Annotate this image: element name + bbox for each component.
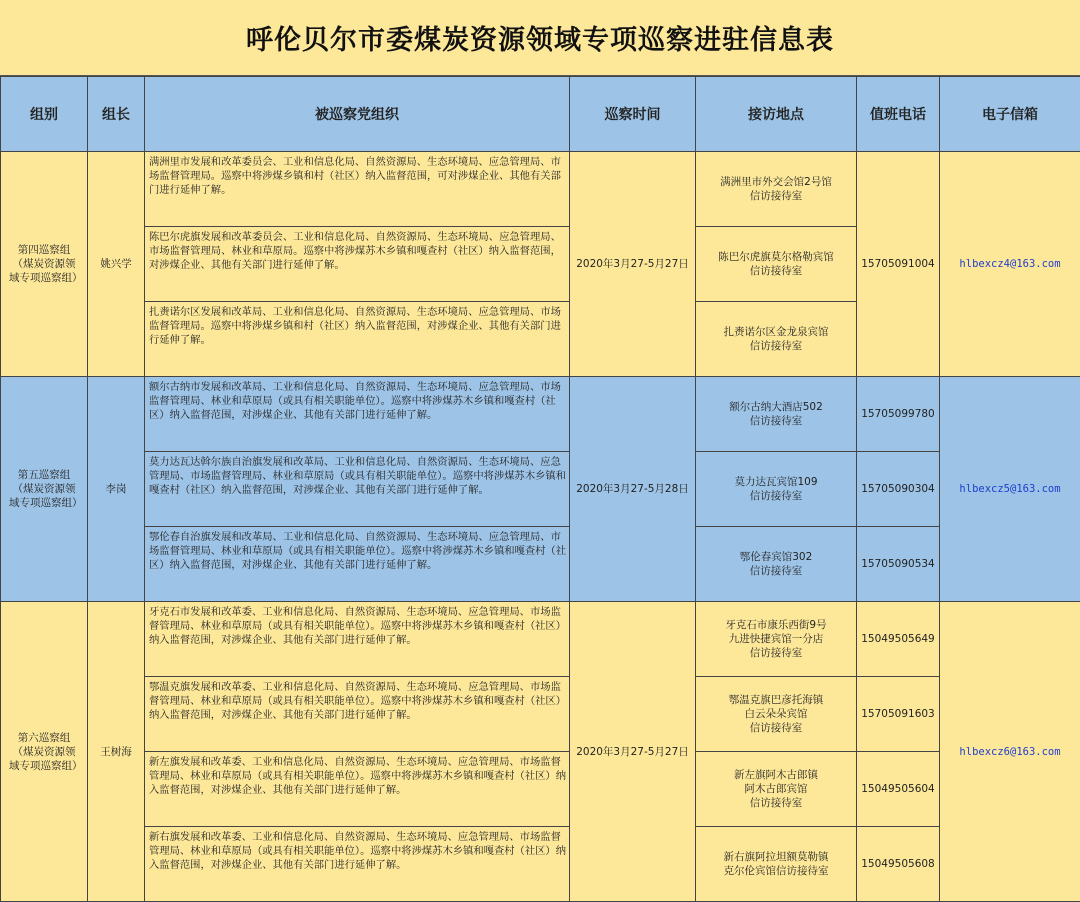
header-org: 被巡察党组织 [145,77,570,152]
header-location: 接访地点 [696,77,857,152]
org-cell: 陈巴尔虎旗发展和改革委员会、工业和信息化局、自然资源局、生态环境局、应急管理局、市场监督管理局、林业和草原局。巡察中将涉煤苏木乡镇和嘎查村（社区）纳入监督范围，对涉煤企业、其他有关部门进行延伸了解。 [145,227,570,302]
table-row [1,752,1080,827]
location-cell: 满洲里市外交会馆2号馆 信访接待室 [696,152,857,227]
phone-cell: 15705091004 [857,152,940,377]
header-group: 组别 [1,77,88,152]
table-row [1,827,1080,902]
table-row [1,527,1080,602]
location-cell: 鄂温克旗巴彦托海镇 白云朵朵宾馆 信访接待室 [696,677,857,752]
org-cell: 莫力达瓦达斡尔族自治旗发展和改革局、工业和信息化局、自然资源局、生态环境局、应急管理局、市场监督管理局、林业和草原局（或具有相关职能单位）。巡察中将涉煤苏木乡镇和嘎查村（社区）纳入监督范围，对涉煤企业、其他有关部门进行延伸了解。 [145,452,570,527]
org-cell: 鄂伦春自治旗发展和改革局、工业和信息化局、自然资源局、生态环境局、应急管理局、市场监督管理局、林业和草原局（或具有相关职能单位）。巡察中将涉煤苏木乡镇和嘎查村（社区）纳入监督范围，对涉煤企业、其他有关部门进行延伸了解。 [145,527,570,602]
location-cell: 莫力达瓦宾馆109 信访接待室 [696,452,857,527]
table-row [1,152,1080,227]
leader-cell: 姚兴学 [88,152,145,377]
table-row [1,452,1080,527]
table-row [1,602,1080,677]
org-cell: 扎赉诺尔区发展和改革局、工业和信息化局、自然资源局、生态环境局、应急管理局、市场监督管理局。巡察中将涉煤乡镇和村（社区）纳入监督范围，对涉煤企业、其他有关部门进行延伸了解。 [145,302,570,377]
header-email: 电子信箱 [940,77,1080,152]
location-cell: 鄂伦春宾馆302 信访接待室 [696,527,857,602]
phone-cell: 15705090304 [857,452,940,527]
email-link[interactable]: hlbexcz5@163.com [940,377,1080,602]
org-cell: 额尔古纳市发展和改革局、工业和信息化局、自然资源局、生态环境局、应急管理局、市场监督管理局、林业和草原局（或具有相关职能单位）。巡察中将涉煤苏木乡镇和嘎查村（社区）纳入监督范围，对涉煤企业、其他有关部门进行延伸了解。 [145,377,570,452]
group-name-cell [1,602,88,902]
email-link[interactable]: hlbexcz4@163.com [940,152,1080,377]
location-cell: 新左旗阿木古郎镇 阿木古郎宾馆 信访接待室 [696,752,857,827]
group-name-cell [1,152,88,377]
time-cell: 2020年3月27-5月27日 [570,602,696,902]
leader-cell: 王树海 [88,602,145,902]
org-cell: 鄂温克旗发展和改革委、工业和信息化局、自然资源局、生态环境局、应急管理局、市场监督管理局、林业和草原局（或具有相关职能单位）。巡察中将涉煤苏木乡镇和嘎查村（社区）纳入监督范围，对涉煤企业、其他有关部门进行延伸了解。 [145,677,570,752]
page-title: 呼伦贝尔市委煤炭资源领域专项巡察进驻信息表 [0,0,1080,76]
group-name: 第五巡察组（煤炭资源领域专项巡察组） [9,468,79,510]
location-cell: 新右旗阿拉坦额莫勒镇 克尔伦宾馆信访接待室 [696,827,857,902]
header-leader: 组长 [88,77,145,152]
group-name: 第四巡察组（煤炭资源领域专项巡察组） [9,243,79,285]
location-cell: 扎赉诺尔区金龙泉宾馆 信访接待室 [696,302,857,377]
info-table [0,76,1080,902]
header-phone: 值班电话 [857,77,940,152]
phone-cell: 15705099780 [857,377,940,452]
phone-cell: 15705090534 [857,527,940,602]
table-row [1,677,1080,752]
header-row [1,77,1080,152]
org-cell: 满洲里市发展和改革委员会、工业和信息化局、自然资源局、生态环境局、应急管理局、市场监督管理局。巡察中将涉煤乡镇和村（社区）纳入监督范围，可对涉煤企业、其他有关部门进行延伸了解。 [145,152,570,227]
org-cell: 新右旗发展和改革委、工业和信息化局、自然资源局、生态环境局、应急管理局、市场监督管理局、林业和草原局（或具有相关职能单位）。巡察中将涉煤苏木乡镇和嘎查村（社区）纳入监督范围，对涉煤企业、其他有关部门进行延伸了解。 [145,827,570,902]
table-row [1,377,1080,452]
leader-cell: 李岗 [88,377,145,602]
header-time: 巡察时间 [570,77,696,152]
location-cell: 额尔古纳大酒店502 信访接待室 [696,377,857,452]
org-cell: 牙克石市发展和改革委、工业和信息化局、自然资源局、生态环境局、应急管理局、市场监督管理局、林业和草原局（或具有相关职能单位）。巡察中将涉煤苏木乡镇和嘎查村（社区）纳入监督范围，对涉煤企业、其他有关部门进行延伸了解。 [145,602,570,677]
phone-cell: 15049505649 [857,602,940,677]
group-name-cell [1,377,88,602]
org-cell: 新左旗发展和改革委、工业和信息化局、自然资源局、生态环境局、应急管理局、市场监督管理局、林业和草原局（或具有相关职能单位）。巡察中将涉煤苏木乡镇和嘎查村（社区）纳入监督范围，对涉煤企业、其他有关部门进行延伸了解。 [145,752,570,827]
email-link[interactable]: hlbexcz6@163.com [940,602,1080,902]
time-cell: 2020年3月27-5月27日 [570,152,696,377]
time-cell: 2020年3月27-5月28日 [570,377,696,602]
phone-cell: 15705091603 [857,677,940,752]
group-name: 第六巡察组（煤炭资源领域专项巡察组） [9,731,79,773]
location-cell: 牙克石市康乐西街9号 九进快捷宾馆一分店 信访接待室 [696,602,857,677]
phone-cell: 15049505604 [857,752,940,827]
location-cell: 陈巴尔虎旗莫尔格勒宾馆 信访接待室 [696,227,857,302]
phone-cell: 15049505608 [857,827,940,902]
